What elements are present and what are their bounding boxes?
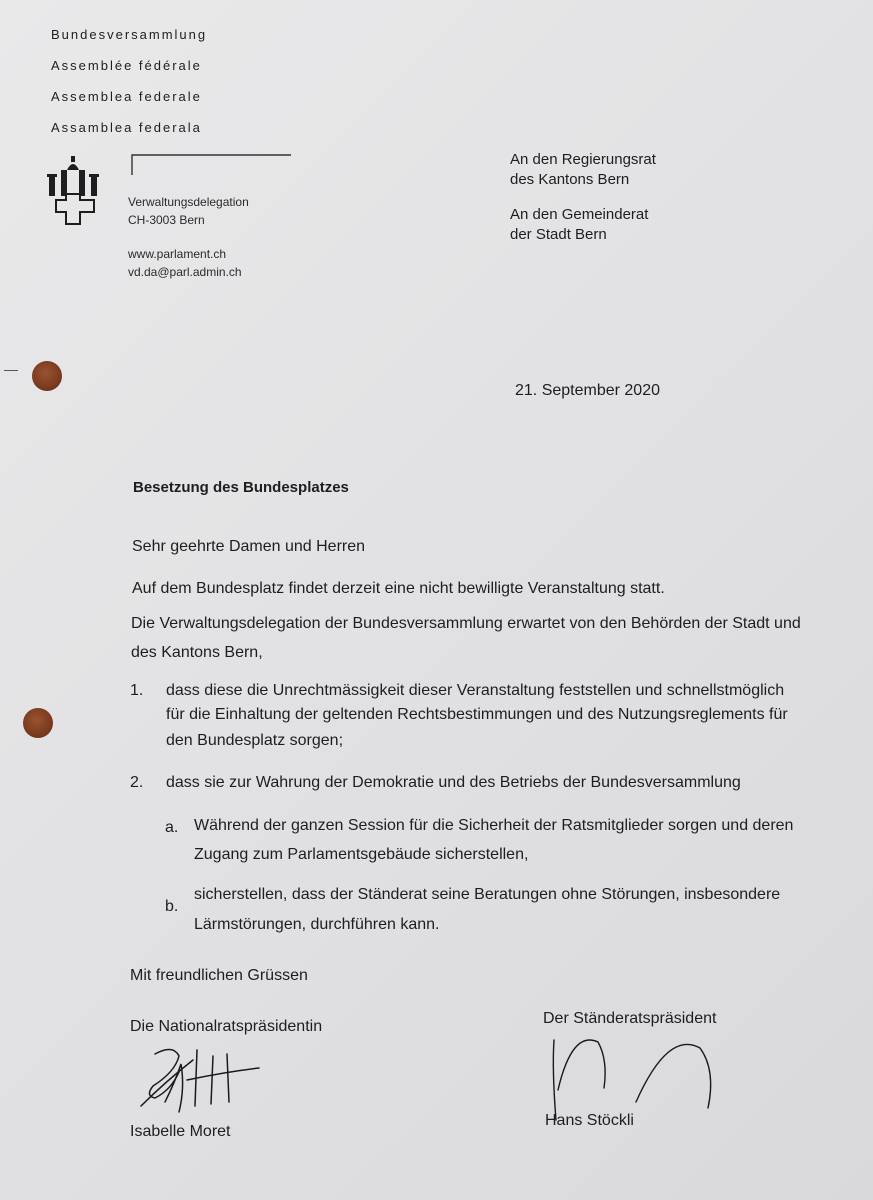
left-signatory-name: Isabelle Moret [130, 1123, 231, 1140]
sender-unit: Verwaltungsdelegation [128, 195, 249, 209]
closing: Mit freundlichen Grüssen [130, 967, 308, 984]
sender-website: www.parlament.ch [128, 247, 227, 261]
right-signatory-role: Der Ständeratspräsident [543, 1010, 717, 1027]
list-item-1-line-1: dass diese die Unrechtmässigkeit dieser Veranstaltung feststellen und schnellstmöglich [166, 682, 785, 699]
sublist-item-b-line-1: sicherstellen, dass der Ständerat seine Beratungen ohne Störungen, insbesondere [194, 886, 781, 903]
sublist-item-a-line-2: Zugang zum Parlamentsgebäude sicherstellen, [194, 846, 529, 863]
header-line-rm: Assamblea federala [51, 120, 202, 135]
list-marker-1: 1. [130, 682, 144, 699]
header-line-it: Assemblea federale [51, 89, 202, 104]
list-item-1-line-3: den Bundesplatz sorgen; [166, 732, 344, 749]
address-window-mark [131, 153, 293, 177]
list-item-2-line-1: dass sie zur Wahrung der Demokratie und des Betriebs der Bundesversammlung [166, 774, 741, 791]
recipient-2-line-2: der Stadt Bern [510, 226, 607, 243]
recipient-1-line-1: An den Regierungsrat [510, 151, 656, 168]
salutation: Sehr geehrte Damen und Herren [132, 538, 366, 555]
punch-hole-top [32, 361, 62, 391]
sender-address: CH-3003 Bern [128, 213, 205, 227]
list-marker-2: 2. [130, 774, 144, 791]
punch-hole-bottom [23, 708, 53, 738]
paragraph-1: Auf dem Bundesplatz findet derzeit eine nicht bewilligte Veranstaltung statt. [132, 580, 665, 597]
header-line-de: Bundesversammlung [51, 27, 208, 42]
recipient-2-line-1: An den Gemeinderat [510, 206, 649, 223]
paragraph-2-line-2: des Kantons Bern, [131, 644, 263, 661]
right-signatory-name: Hans Stöckli [545, 1112, 634, 1129]
letter-subject: Besetzung des Bundesplatzes [133, 479, 349, 496]
fold-mark [4, 370, 18, 371]
sublist-marker-b: b. [165, 898, 179, 915]
sender-email: vd.da@parl.admin.ch [128, 265, 242, 279]
header-line-fr: Assemblée fédérale [51, 58, 202, 73]
list-item-1-line-2: für die Einhaltung der geltenden Rechtsbestimmungen und des Nutzungsreglements für [166, 706, 788, 723]
recipient-1-line-2: des Kantons Bern [510, 171, 630, 188]
left-signature [135, 1042, 265, 1122]
sublist-marker-a: a. [165, 819, 179, 836]
left-signatory-role: Die Nationalratspräsidentin [130, 1018, 323, 1035]
sublist-item-a-line-1: Während der ganzen Session für die Sicherheit der Ratsmitglieder sorgen und deren [194, 817, 794, 834]
sublist-item-b-line-2: Lärmstörungen, durchführen kann. [194, 916, 440, 933]
paragraph-2-line-1: Die Verwaltungsdelegation der Bundesversammlung erwartet von den Behörden der Stadt und [131, 615, 801, 632]
letter-date: 21. September 2020 [515, 382, 660, 399]
parliament-logo-icon [46, 156, 104, 226]
